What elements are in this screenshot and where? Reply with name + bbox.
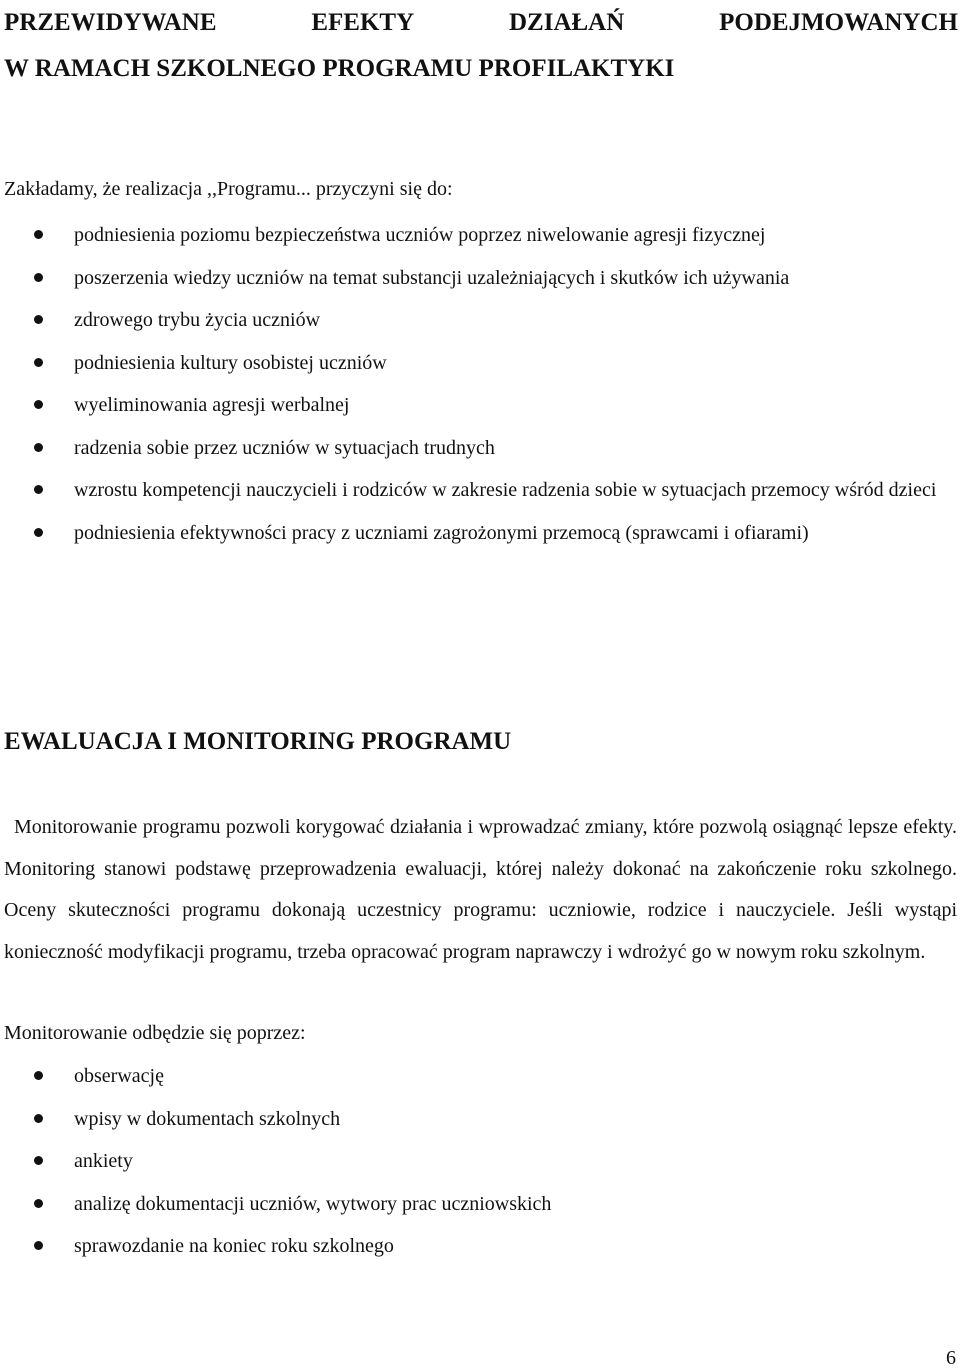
list-item-text: analizę dokumentacji uczniów, wytwory prac uczniowskich bbox=[74, 1192, 552, 1215]
list-item-text: ankiety bbox=[74, 1150, 133, 1172]
bullet-icon bbox=[34, 443, 43, 452]
bullet-icon bbox=[34, 1114, 43, 1123]
bullet-icon bbox=[34, 1156, 43, 1165]
list-item-text: podniesienia poziomu bezpieczeństwa uczniów poprzez niwelowanie agresji fizycznej bbox=[74, 224, 766, 246]
bullet-icon bbox=[34, 230, 43, 239]
monitoring-methods-list bbox=[0, 1055, 960, 1268]
list-item-text: poszerzenia wiedzy uczniów na temat substancji uzależniających i skutków ich używania bbox=[74, 266, 790, 289]
list-item-text: radzenia sobie przez uczniów w sytuacjach trudnych bbox=[74, 436, 495, 459]
heading-effects-line1 bbox=[4, 0, 958, 46]
list-item bbox=[0, 1055, 960, 1098]
list-item-text: podniesienia kultury osobistej uczniów bbox=[74, 351, 387, 374]
bullet-icon bbox=[34, 400, 43, 409]
bullet-icon bbox=[34, 1199, 43, 1208]
list-item bbox=[0, 469, 960, 512]
list-item-text: obserwację bbox=[74, 1065, 164, 1087]
intro-text: Zakładamy, że realizacja ,,Programu... przyczyni się do: bbox=[4, 178, 453, 200]
list-item bbox=[0, 299, 960, 342]
section-heading-evaluation: EWALUACJA I MONITORING PROGRAMU bbox=[4, 728, 512, 755]
monitoring-intro-text: Monitorowanie odbędzie się poprzez: bbox=[4, 1022, 306, 1044]
bullet-icon bbox=[34, 358, 43, 367]
list-item-text: zdrowego trybu życia uczniów bbox=[74, 309, 321, 331]
heading-word: DZIAŁAŃ bbox=[508, 9, 625, 36]
bullet-icon bbox=[34, 485, 43, 494]
list-item bbox=[0, 384, 960, 427]
bullet-icon bbox=[34, 1241, 43, 1250]
list-item-text: wpisy w dokumentach szkolnych bbox=[74, 1107, 341, 1130]
list-item bbox=[0, 427, 960, 470]
bullet-icon bbox=[34, 315, 43, 324]
list-item-text: wzrostu kompetencji nauczycieli i rodziców w zakresie radzenia sobie w sytuacjach przemocy wśród dzieci bbox=[74, 479, 937, 501]
evaluation-paragraph: Monitorowanie programu pozwoli korygować działania i wprowadzać zmiany, które pozwolą osiągnąć lepsze efekty. Monitoring stanowi podstawę przeprowadzenia ewaluacji, której należy dokonać na zakończenie roku szkolnego. Oceny skuteczności programu dokonają uczestnicy programu: uczniowie, rodzice i nauczyciele. Jeśli wystąpi konieczność modyfikacji programu, trzeba opracować program naprawczy i wdrożyć go w nowym roku szkolnym. bbox=[4, 816, 957, 964]
list-item bbox=[0, 1225, 960, 1268]
list-item-text: sprawozdanie na koniec roku szkolnego bbox=[74, 1235, 394, 1257]
list-item bbox=[0, 214, 960, 257]
section-heading-effects bbox=[4, 0, 958, 92]
list-item bbox=[0, 1140, 960, 1183]
heading-word: PRZEWIDYWANE bbox=[4, 9, 217, 36]
heading-effects-line2: W RAMACH SZKOLNEGO PROGRAMU PROFILAKTYKI bbox=[4, 55, 675, 82]
bullet-icon bbox=[34, 528, 43, 537]
bullet-icon bbox=[34, 1071, 43, 1080]
list-item bbox=[0, 1183, 960, 1226]
bullet-icon bbox=[34, 273, 43, 282]
heading-word: PODEJMOWANYCH bbox=[719, 9, 958, 36]
page-number: 6 bbox=[946, 1347, 956, 1369]
list-item bbox=[0, 342, 960, 385]
effects-list bbox=[0, 214, 960, 554]
list-item bbox=[0, 1098, 960, 1141]
list-item bbox=[0, 512, 960, 555]
list-item-text: podniesienia efektywności pracy z uczniami zagrożonymi przemocą (sprawcami i ofiarami) bbox=[74, 521, 809, 544]
list-item-text: wyeliminowania agresji werbalnej bbox=[74, 394, 350, 416]
list-item bbox=[0, 257, 960, 300]
heading-word: EFEKTY bbox=[311, 9, 415, 36]
